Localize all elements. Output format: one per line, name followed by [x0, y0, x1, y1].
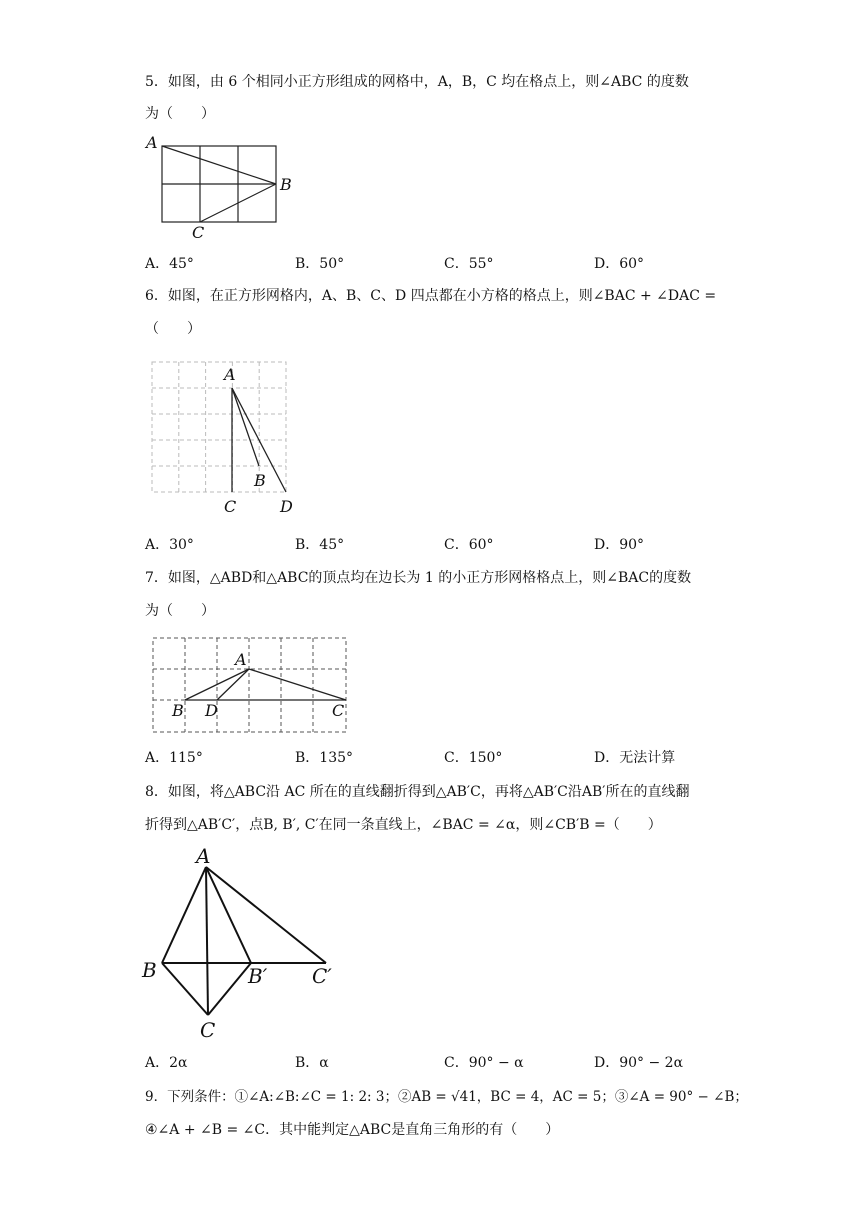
q8-label-c: C	[200, 1018, 216, 1042]
q8-label-b: B	[142, 958, 157, 982]
q5-option-d[interactable]: D．60°	[594, 256, 645, 272]
q7-label-b: B	[172, 701, 184, 720]
q7-label-c: C	[332, 701, 345, 720]
q8-fold-figure	[140, 843, 370, 1043]
q5-option-a[interactable]: A．45°	[145, 256, 194, 272]
q6-option-a[interactable]: A．30°	[145, 537, 194, 553]
q8-stem-line1: 8．如图，将△ABC沿 AC 所在的直线翻折得到△AB′C，再将△AB′C沿AB′所在的直线翻	[145, 784, 690, 800]
q5-grid-figure	[140, 134, 310, 244]
q5-label-c: C	[192, 223, 205, 242]
q5-stem-line1: 5．如图，由 6 个相同小正方形组成的网格中，A，B，C 均在格点上，则∠ABC 的度数	[145, 74, 689, 90]
q7-stem-line2: 为（ ）	[145, 603, 215, 619]
q9-stem-line2: ④∠A + ∠B = ∠C．其中能判定△ABC是直角三角形的有（ ）	[145, 1122, 560, 1138]
q5-option-b[interactable]: B．50°	[295, 256, 345, 272]
q6-label-b: B	[254, 471, 266, 490]
q7-label-d: D	[205, 701, 218, 720]
q8-stem-line2: 折得到△AB′C′，点B, B′, C′在同一条直线上，∠BAC = ∠α，则∠CB′B =（ ）	[145, 817, 662, 833]
q6-label-d: D	[280, 497, 293, 516]
q7-option-c[interactable]: C．150°	[444, 750, 503, 766]
q9-stem-line1: 9．下列条件：①∠A:∠B:∠C = 1: 2: 3；②AB = √41，BC = 4，AC = 5；③∠A = 90° − ∠B；	[145, 1089, 748, 1105]
q6-stem-line1: 6．如图，在正方形网格内，A、B、C、D 四点都在小方格的格点上，则∠BAC + ∠DAC =	[145, 288, 717, 304]
q8-option-d[interactable]: D．90° − 2α	[594, 1055, 684, 1071]
q6-stem-line2: （ ）	[145, 321, 201, 337]
q7-stem-line1: 7．如图，△ABD和△ABC的顶点均在边长为 1 的小正方形网格格点上，则∠BAC的度数	[145, 570, 692, 586]
q6-label-c: C	[224, 497, 237, 516]
q5-option-c[interactable]: C．55°	[444, 256, 494, 272]
q8-label-c-prime: C′	[312, 964, 332, 988]
q6-option-c[interactable]: C．60°	[444, 537, 494, 553]
q7-option-d[interactable]: D．无法计算	[594, 750, 676, 766]
q7-label-a: A	[235, 650, 247, 669]
q8-label-a: A	[196, 844, 211, 868]
q7-grid-figure	[140, 632, 360, 738]
q5-label-b: B	[280, 175, 292, 194]
q8-option-a[interactable]: A．2α	[145, 1055, 188, 1071]
q7-option-b[interactable]: B．135°	[295, 750, 354, 766]
q5-stem-line2: 为（ ）	[145, 106, 215, 122]
q8-option-b[interactable]: B．α	[295, 1055, 329, 1071]
q5-label-a: A	[146, 133, 158, 152]
q6-label-a: A	[224, 365, 236, 384]
q7-option-a[interactable]: A．115°	[145, 750, 203, 766]
q8-label-b-prime: B′	[248, 964, 268, 988]
q8-option-c[interactable]: C．90° − α	[444, 1055, 524, 1071]
q6-grid-figure	[140, 356, 310, 520]
q6-option-b[interactable]: B．45°	[295, 537, 345, 553]
q6-option-d[interactable]: D．90°	[594, 537, 645, 553]
